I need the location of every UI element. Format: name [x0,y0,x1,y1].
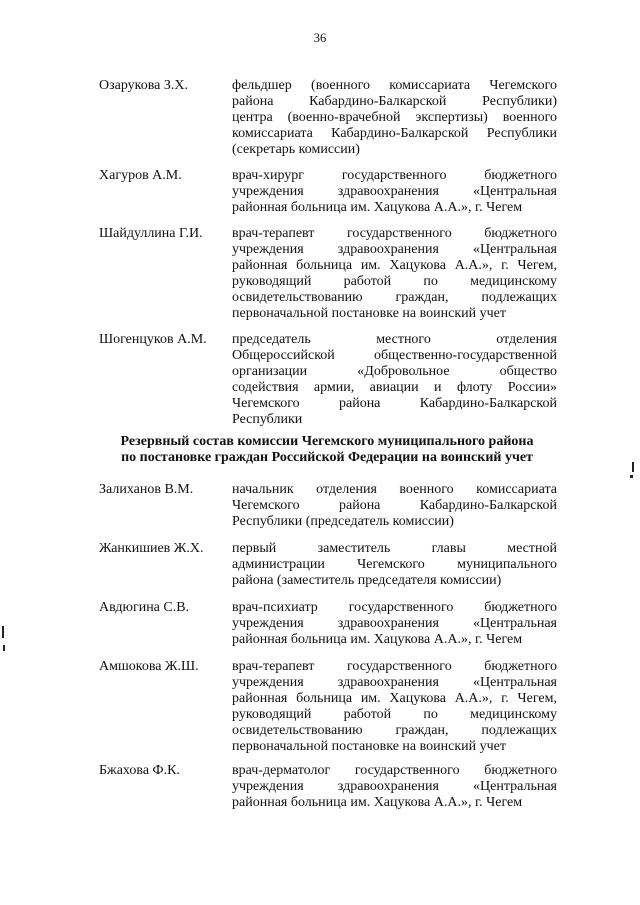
member-description [232,763,557,811]
description-line: учреждения здравоохранения «Центральная [232,184,557,199]
description-line: учреждения здравоохранения «Центральная [232,242,557,257]
description-line: врач-хирург государственного бюджетного [232,168,557,183]
member-name: Амшокова Ж.Ш. [99,659,199,674]
member-name: Залиханов В.М. [99,482,194,497]
member-description [232,78,557,158]
description-line: Чегемского района Кабардино-Балкарской [232,396,557,411]
description-line: руководящий работой по медицинскому [232,274,557,289]
member-description [232,226,557,322]
page-number: 36 [313,31,327,45]
reserve-section-heading [104,434,550,466]
description-line: фельдшер (военного комиссариата Чегемского [232,78,557,93]
member-name: Шайдуллина Г.И. [99,226,203,241]
description-line: учреждения здравоохранения «Центральная [232,616,557,631]
member-description [232,168,557,216]
description-line: (секретарь комиссии) [232,142,360,157]
description-line: Республики (председатель комиссии) [232,514,454,529]
member-description [232,659,557,755]
member-description [232,600,557,648]
scan-margin-mark [632,462,634,472]
scan-margin-mark [2,626,4,638]
member-description [232,482,557,530]
description-line: Чегемского района Кабардино-Балкарской [232,498,557,513]
description-line: врач-терапевт государственного бюджетного [232,659,557,674]
description-line: содействия армии, авиации и флоту России» [232,380,557,395]
member-name: Шогенцуков А.М. [99,332,207,347]
scan-margin-mark [630,475,633,478]
member-name: Авдюгина С.В. [99,600,190,615]
member-name: Озарукова З.Х. [99,78,189,93]
member-name: Хагуров А.М. [99,168,182,183]
member-name: Жанкишиев Ж.Х. [99,541,204,556]
description-line: первый заместитель главы местной [232,541,557,556]
description-line: районная больница им. Хацукова А.А.», г. Чегем [232,200,523,215]
description-line: врач-терапевт государственного бюджетного [232,226,557,241]
description-line: начальник отделения военного комиссариата [232,482,557,497]
description-line: районная больница им. Хацукова А.А.», г. Чегем, [232,691,557,706]
heading-line: по постановке граждан Российской Федерации на воинский учет [121,450,533,465]
description-line: администрации Чегемского муниципального [232,557,557,572]
description-line: учреждения здравоохранения «Центральная [232,779,557,794]
member-description [232,332,557,428]
description-line: первоначальной постановке на воинский учет [232,739,507,754]
description-line: комиссариата Кабардино-Балкарской Республики [232,126,557,141]
description-line: врач-психиатр государственного бюджетного [232,600,557,615]
description-line: Общероссийской общественно-государственной [232,348,557,363]
description-line: центра (военно-врачебной экспертизы) военного [232,110,557,125]
heading-line: Резервный состав комиссии Чегемского муниципального района [120,434,534,449]
description-line: районная больница им. Хацукова А.А.», г. Чегем [232,795,523,810]
description-line: района Кабардино-Балкарской Республики) [232,94,557,109]
description-line: учреждения здравоохранения «Центральная [232,675,557,690]
description-line: врач-дерматолог государственного бюджетного [232,763,557,778]
description-line: первоначальной постановке на воинский учет [232,306,507,321]
member-description [232,541,557,589]
description-line: председатель местного отделения [232,332,557,347]
description-line: руководящий работой по медицинскому [232,707,557,722]
description-line: освидетельствованию граждан, подлежащих [232,723,557,738]
scan-margin-mark [3,645,5,651]
member-name: Бжахова Ф.К. [99,763,180,778]
description-line: районная больница им. Хацукова А.А.», г. Чегем, [232,258,557,273]
description-line: Республики [232,412,303,427]
description-line: организации «Добровольное общество [232,364,557,379]
description-line: районная больница им. Хацукова А.А.», г. Чегем [232,632,523,647]
description-line: района (заместитель председателя комиссии) [232,573,502,588]
description-line: освидетельствованию граждан, подлежащих [232,290,557,305]
